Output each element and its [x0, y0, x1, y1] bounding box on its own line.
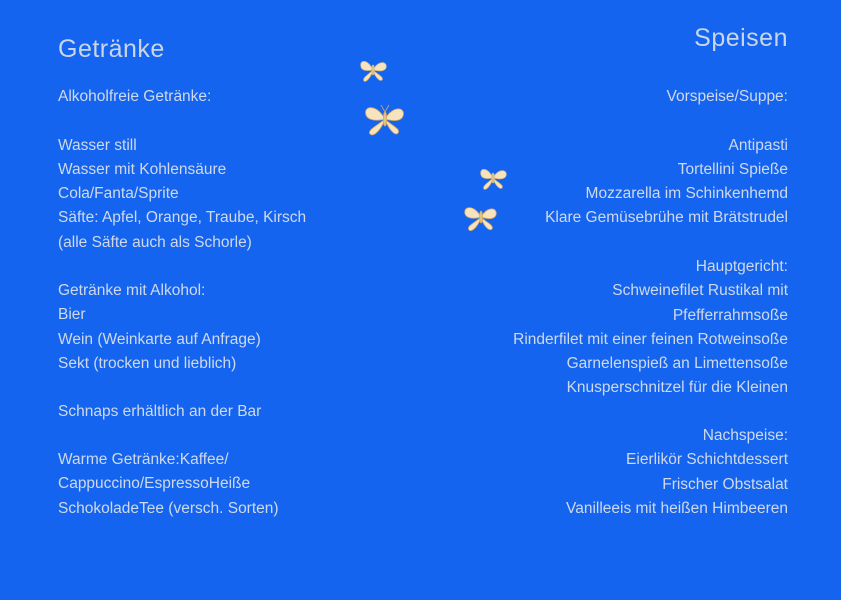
menu-item: Frischer Obstsalat	[662, 475, 788, 493]
food-heading: Speisen	[694, 24, 788, 52]
menu-item: Vanilleeis mit heißen Himbeeren	[566, 499, 788, 517]
menu-item: Cappuccino/EspressoHeiße	[58, 475, 251, 493]
spacer	[58, 109, 418, 133]
menu-item: Bier	[58, 306, 86, 324]
section-title: Nachspeise:	[702, 427, 788, 444]
section-hauptgericht	[428, 255, 788, 401]
section-getraenke-mit-alkohol	[58, 279, 418, 376]
section-title: Hauptgericht:	[695, 258, 788, 275]
menu-item: Tortellini Spieße	[677, 160, 788, 178]
menu-item: Wasser still	[58, 136, 137, 154]
menu-item: Pfefferrahmsoße	[672, 306, 788, 324]
spacer	[428, 109, 788, 133]
menu-item: Sekt (trocken und lieblich)	[58, 354, 237, 372]
menu-item: (alle Säfte auch als Schorle)	[58, 233, 252, 251]
section-title: Warme Getränke:Kaffee/	[58, 451, 229, 468]
menu-item: Cola/Fanta/Sprite	[58, 185, 179, 203]
drinks-heading: Getränke	[58, 35, 165, 63]
menu-item: Garnelenspieß an Limettensoße	[566, 355, 788, 373]
section-title: Vorspeise/Suppe:	[666, 88, 788, 105]
menu-item: Eierlikör Schichtdessert	[626, 451, 788, 469]
menu-item: Säfte: Apfel, Orange, Traube, Kirsch	[58, 209, 307, 227]
section-warme-getraenke	[58, 448, 418, 521]
section-schnaps	[58, 400, 418, 424]
section-title: Schnaps erhältlich an der Bar	[58, 403, 262, 420]
butterfly-icon	[357, 56, 391, 84]
section-title: Alkoholfreie Getränke:	[58, 88, 212, 105]
section-alkoholfreie-getraenke	[58, 85, 418, 255]
menu-item: SchokoladeTee (versch. Sorten)	[58, 499, 279, 517]
menu-item: Antipasti	[728, 136, 788, 154]
menu-item: Klare Gemüsebrühe mit Brätstrudel	[545, 209, 788, 227]
menu-item: Rinderfilet mit einer feinen Rotweinsoße	[513, 330, 788, 348]
menu-item: Wasser mit Kohlensäure	[58, 160, 227, 178]
menu-item: Mozzarella im Schinkenhemd	[585, 185, 788, 203]
menu-item: Knusperschnitzel für die Kleinen	[566, 379, 788, 397]
menu-item: Schweinefilet Rustikal mit	[612, 282, 788, 300]
section-vorspeise-suppe	[428, 85, 788, 231]
section-title: Getränke mit Alkohol:	[58, 282, 206, 299]
menu-item: Wein (Weinkarte auf Anfrage)	[58, 330, 261, 348]
section-nachspeise	[428, 424, 788, 521]
